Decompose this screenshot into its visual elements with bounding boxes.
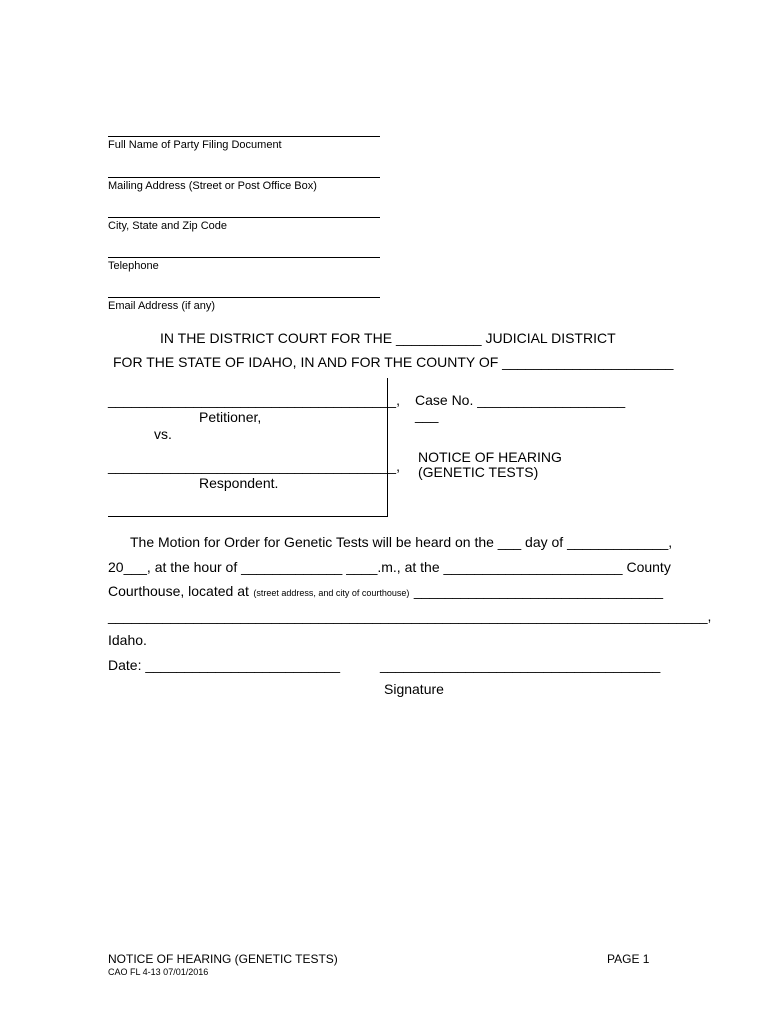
telephone-line[interactable]: [108, 257, 380, 258]
email-label: Email Address (if any): [108, 300, 215, 312]
notice-line-5: Idaho.: [108, 632, 147, 648]
mailing-address-line[interactable]: [108, 177, 380, 178]
courthouse-address-hint: (street address, and city of courthouse): [253, 588, 410, 598]
respondent-name-line[interactable]: _____________________________________,: [108, 458, 400, 474]
date-field[interactable]: Date: _________________________: [108, 657, 341, 673]
document-subtitle: (GENETIC TESTS): [418, 464, 539, 480]
respondent-label: Respondent.: [199, 475, 279, 491]
notice-line-4[interactable]: _____________________________________________________________________________,: [108, 608, 712, 624]
city-state-zip-line[interactable]: [108, 217, 380, 218]
notice-line-3: [108, 583, 663, 601]
city-state-zip-label: City, State and Zip Code: [108, 220, 228, 232]
document-title: NOTICE OF HEARING: [418, 449, 562, 465]
petitioner-name-line[interactable]: _____________________________________,: [108, 392, 400, 408]
petitioner-label: Petitioner,: [199, 409, 262, 425]
footer-page-number: PAGE 1: [607, 952, 650, 966]
mailing-address-label: Mailing Address (Street or Post Office Box): [108, 180, 317, 192]
footer-title: NOTICE OF HEARING (GENETIC TESTS): [108, 952, 338, 966]
full-name-line[interactable]: [108, 136, 380, 137]
court-heading-line-2: FOR THE STATE OF IDAHO, IN AND FOR THE COUNTY OF ______________________: [113, 354, 674, 370]
courthouse-location-text: Courthouse, located at: [108, 583, 249, 599]
notice-line-2: 20___, at the hour of _____________ ____.m., at the _______________________ County: [108, 559, 671, 575]
footer-form-id: CAO FL 4-13 07/01/2016: [108, 967, 209, 977]
court-heading-line-1: IN THE DISTRICT COURT FOR THE ___________ JUDICIAL DISTRICT: [160, 330, 616, 346]
case-number-field[interactable]: Case No. ___________________: [415, 392, 626, 408]
caption-bottom-rule: [108, 516, 388, 517]
case-number-field-continued[interactable]: ___: [415, 407, 439, 423]
signature-line[interactable]: ____________________________________: [380, 657, 661, 673]
telephone-label: Telephone: [108, 260, 159, 272]
signature-label: Signature: [384, 681, 444, 697]
versus-label: vs.: [154, 426, 172, 442]
email-line[interactable]: [108, 297, 380, 298]
notice-line-1: The Motion for Order for Genetic Tests will be heard on the ___ day of _____________,: [130, 534, 673, 550]
courthouse-address-field[interactable]: ________________________________: [413, 583, 664, 599]
full-name-label: Full Name of Party Filing Document: [108, 139, 282, 151]
